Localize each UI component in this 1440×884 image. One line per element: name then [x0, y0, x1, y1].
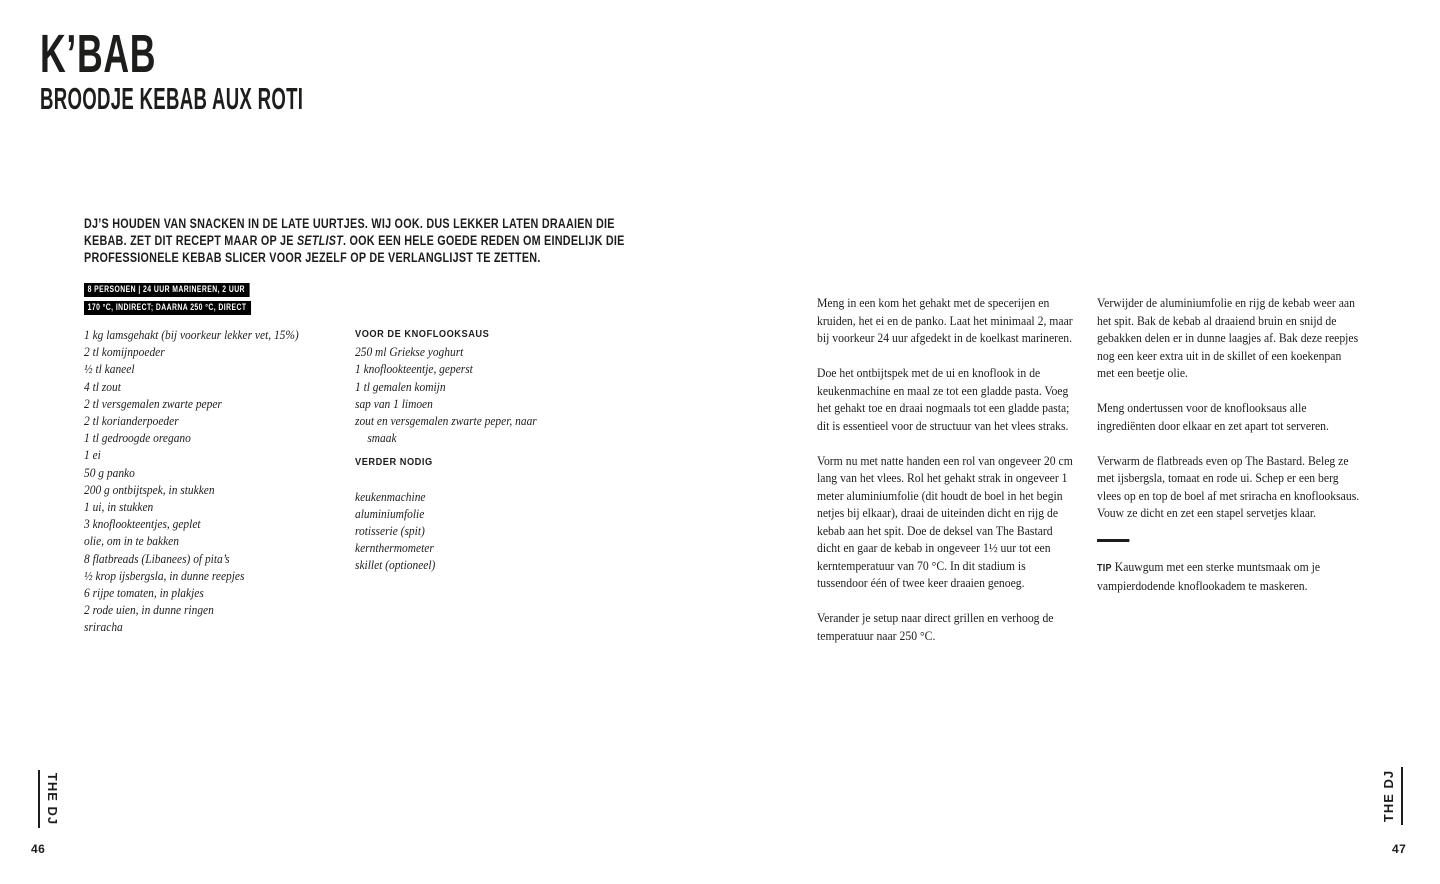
ingredient-line: olie, om in te bakken: [84, 533, 179, 549]
tool-line: rotisserie (spit): [355, 523, 425, 539]
ingredient-line: 3 knoflookteentjes, geplet: [84, 516, 201, 532]
sauce-ingredient-line: 250 ml Griekse yoghurt: [355, 344, 464, 360]
instruction-paragraph: Verwarm de flatbreads even op The Bastard. Beleg ze met ijsbergsla, tomaat en rode ui. Schep er een berg vlees op en top de boel af met sriracha en knoflooksaus. Vouw ze dicht en zet een stapel servetjes klaar.: [1097, 452, 1360, 520]
ingredient-line: 4 tl zout: [84, 378, 121, 394]
ingredient-line: 50 g panko: [84, 464, 135, 480]
tool-line: keukenmachine: [355, 488, 426, 504]
ingredient-line: 2 tl versgemalen zwarte peper: [84, 395, 222, 411]
sauce-ingredient-line: sap van 1 limoen: [355, 395, 433, 411]
temperature-badge: 170 °C, INDIRECT; DAARNA 250 °C, DIRECT: [84, 301, 251, 315]
tip-text: Kauwgum met een sterke muntsmaak om je vampierdodende knoflookadem te maskeren.: [1097, 558, 1321, 593]
instruction-paragraph: Doe het ontbijtspek met de ui en knoflook in de keukenmachine en maal ze tot een gladde pasta. Voeg het gehakt toe en draai nogmaals tot een gladde pasta; dit is essentieel voor de structuur van het vlees straks.: [817, 365, 1070, 433]
ingredient-line: ½ krop ijsbergsla, in dunne reepjes: [84, 567, 245, 583]
intro-line-2-post: . OOK EEN HELE GOEDE REDEN OM EINDELIJK DIE: [343, 233, 625, 248]
instruction-paragraph: Verander je setup naar direct grillen en verhoog de temperatuur naar 250 °C.: [817, 610, 1054, 643]
ingredient-line: 8 flatbreads (Libanees) of pita’s: [84, 550, 230, 566]
recipe-intro: [84, 215, 625, 266]
sauce-ingredient-line: 1 tl gemalen komijn: [355, 378, 446, 394]
ingredient-line: sriracha: [84, 619, 123, 635]
instructions-column-2: [1097, 294, 1360, 612]
ingredient-line: 200 g ontbijtspek, in stukken: [84, 481, 215, 497]
recipe-subtitle: BROODJE KEBAB AUX ROTI: [40, 81, 304, 116]
intro-line-2: [84, 232, 625, 249]
recipe-title: K’BAB: [40, 24, 157, 84]
tool-line: kernthermometer: [355, 540, 434, 556]
ingredients-list-secondary: [355, 326, 537, 574]
sauce-section-header: VOOR DE KNOFLOOKSAUS: [355, 328, 490, 340]
ingredient-line: 1 tl gedroogde oregano: [84, 430, 191, 446]
page-number-left: 46: [31, 842, 46, 856]
intro-line-3: PROFESSIONELE KEBAB SLICER VOOR JEZELF OP DE VERLANGLIJST TE ZETTEN.: [84, 250, 541, 265]
ingredient-line: ½ tl kaneel: [84, 361, 135, 377]
spine-label-right: [1381, 765, 1403, 825]
spine-label-left: [38, 768, 60, 828]
sauce-ingredient-line: 1 knoflookteentje, geperst: [355, 361, 473, 377]
instruction-paragraph: Verwijder de aluminiumfolie en rijg de kebab weer aan het spit. Bak de kebab al draaiend bruin en snijd de gebakken delen er in dunne laagjes af. Bak deze reepjes nog een keer extra uit in de skillet of een koekenpan met een beetje olie.: [1097, 295, 1359, 380]
sauce-ingredient-line: zout en versgemalen zwarte peper, naar: [355, 413, 537, 429]
intro-line-2-pre: KEBAB. ZET DIT RECEPT MAAR OP JE: [84, 233, 297, 248]
tools-section-header: VERDER NODIG: [355, 456, 433, 469]
intro-line-2-italic: SETLIST: [296, 233, 344, 248]
servings-badge: 8 PERSONEN | 24 UUR MARINEREN, 2 UUR: [84, 283, 249, 297]
tip-paragraph: [1097, 558, 1360, 595]
intro-line-1: DJ’S HOUDEN VAN SNACKEN IN DE LATE UURTJES. WIJ OOK. DUS LEKKER LATEN DRAAIEN DIE: [84, 216, 615, 231]
ingredient-line: 1 kg lamsgehakt (bij voorkeur lekker vet, 15%): [84, 327, 299, 342]
tool-line: skillet (optioneel): [355, 557, 436, 573]
sauce-ingredient-line: smaak: [367, 430, 397, 446]
tip-divider: [1097, 539, 1129, 542]
page-number-right: 47: [1392, 842, 1407, 856]
instructions-column-1: [817, 294, 1074, 662]
ingredient-line: 1 ui, in stukken: [84, 499, 154, 515]
ingredient-line: 6 rijpe tomaten, in plakjes: [84, 585, 204, 601]
tip-label: TIP: [1097, 562, 1112, 574]
spine-label-left-text: THE DJ: [38, 770, 60, 828]
ingredient-line: 2 rode uien, in dunne ringen: [84, 602, 214, 618]
ingredient-line: 2 tl komijnpoeder: [84, 344, 165, 360]
instruction-paragraph: Vorm nu met natte handen een rol van ongeveer 20 cm lang van het vlees. Rol het gehakt strak in ongeveer 1 meter aluminiumfolie (dit houdt de boel in het begin netjes bij elkaar), draai de uiteinden dicht en rijg de kebab aan het spit. Doe de deksel van The Bastard dicht en gaar de kebab in ongeveer 1½ uur tot een kerntemperatuur van 70 °C. In dit stadium is tussendoor één of twee keer draaien genoeg.: [817, 452, 1073, 590]
ingredient-line: 2 tl korianderpoeder: [84, 413, 179, 429]
spine-label-right-text: THE DJ: [1381, 767, 1403, 825]
ingredient-line: 1 ei: [84, 447, 101, 463]
ingredients-list-main: [84, 326, 299, 636]
tool-line: aluminiumfolie: [355, 505, 425, 521]
instruction-paragraph: Meng in een kom het gehakt met de specerijen en kruiden, het ei en de panko. Laat het minimaal 2, maar bij voorkeur 24 uur afgedekt in de koelkast marineren.: [817, 295, 1073, 345]
instruction-paragraph: Meng ondertussen voor de knoflooksaus alle ingrediënten door elkaar en zet apart tot serveren.: [1097, 400, 1329, 433]
recipe-badges: [84, 283, 251, 319]
